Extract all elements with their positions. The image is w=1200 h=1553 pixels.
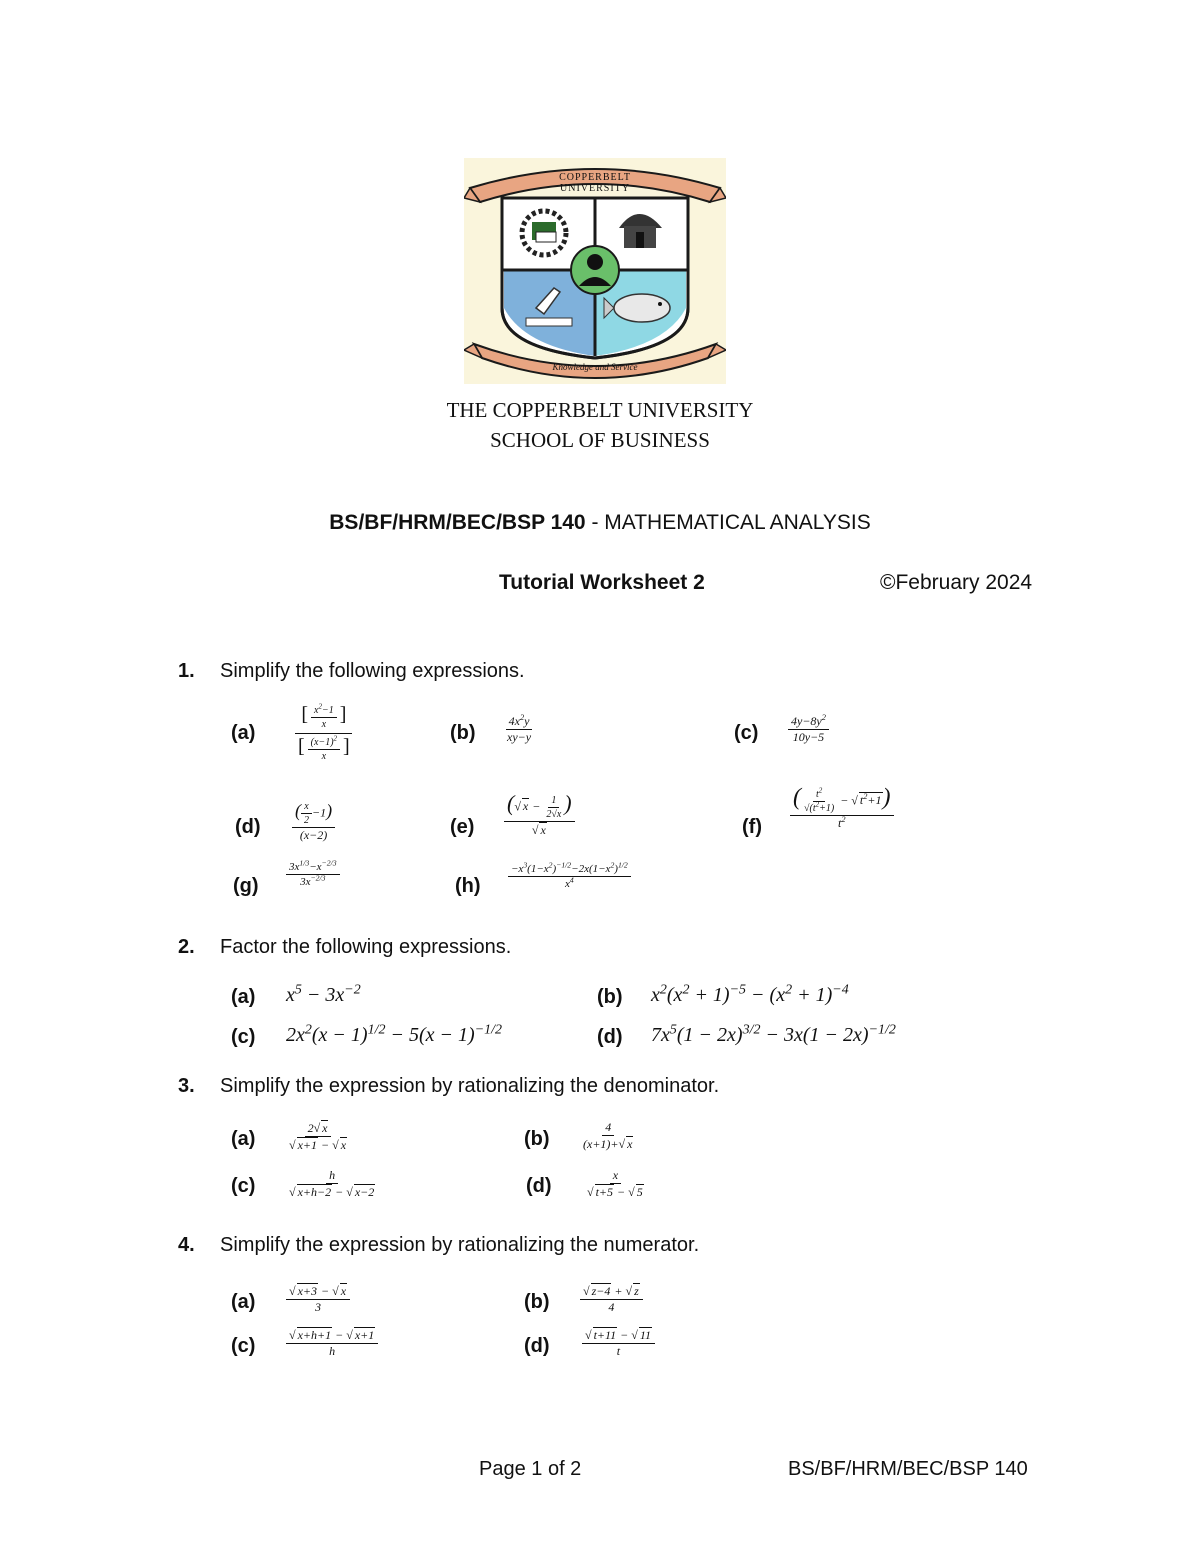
- question-2: [178, 936, 512, 959]
- logo-banner-top-text: COPPERBELT UNIVERSITY: [559, 172, 631, 194]
- q1-expression-e: (√ x − $\frac{1}{2√x}$ ) √ x: [504, 794, 575, 838]
- q3-label-c: (c): [231, 1175, 256, 1197]
- university-name: THE COPPERBELT UNIVERSITY: [446, 398, 754, 422]
- question-text: Factor the following expressions.: [220, 936, 512, 958]
- q4-expression-d: $\frac{√ t+11 - √ 11}{t}$: [582, 1327, 655, 1359]
- q4-expression-b: $\frac{√ z-4 + √ z}{4}$: [580, 1283, 643, 1315]
- logo-banner-bottom-text: Knowledge and Service: [552, 362, 638, 372]
- q3-expression-b: $\frac{4}{(x+1)+√ x}$: [583, 1120, 633, 1151]
- question-number: 2.: [178, 936, 195, 958]
- q3-expression-d: $\frac{x}{√ t+5 - √ 5}$: [587, 1168, 643, 1199]
- footer-course-code: BS/BF/HRM/BEC/BSP 140: [788, 1458, 1028, 1480]
- q1-label-g: (g): [233, 875, 259, 897]
- question-number: 1.: [178, 660, 195, 682]
- q3-expression-a: $\frac{2√ x}{√ x+1 - √ x}$: [289, 1121, 347, 1152]
- question-3: [178, 1075, 720, 1098]
- q4-label-d: (d): [524, 1335, 550, 1357]
- question-4: [178, 1234, 700, 1257]
- q1-expression-f: ( $\frac{t^2}{√(t^2+1)}$ − √ $t^2+1$) $t^2$: [790, 788, 894, 831]
- q1-label-h: (h): [455, 875, 481, 897]
- q3-label-a: (a): [231, 1128, 256, 1150]
- question-number: 3.: [178, 1075, 195, 1097]
- question-number: 4.: [178, 1234, 195, 1256]
- question-1: [178, 660, 525, 683]
- q1-label-c: (c): [734, 722, 759, 744]
- q4-label-c: (c): [231, 1335, 256, 1357]
- q1-expression-d: ( $\frac{x}{2}$ −1) (x−2): [292, 800, 335, 843]
- question-text: Simplify the expression by rationalizing the numerator.: [220, 1234, 700, 1256]
- course-heading: [0, 511, 1200, 535]
- q2-label-b: (b): [597, 986, 623, 1008]
- school-name: SCHOOL OF BUSINESS: [490, 428, 710, 452]
- q2-expression-c: $2x^2(x - 1)^{1/2} - 5(x - 1)^{-1/2}$: [286, 1022, 503, 1046]
- q2-expression-b: $x^2(x^2 + 1)^{-5} - (x^2 + 1)^{-4}$: [651, 982, 849, 1006]
- q1-label-b: (b): [450, 722, 476, 744]
- q2-label-d: (d): [597, 1026, 623, 1048]
- q1-expression-g: $\frac{3x^{1/3}-x^{-2/3}}{3x^{-2/3}}$: [286, 860, 340, 889]
- q4-label-a: (a): [231, 1291, 256, 1313]
- q1-label-a: (a): [231, 722, 256, 744]
- course-title: - MATHEMATICAL ANALYSIS: [585, 511, 871, 534]
- q1-label-f: (f): [742, 816, 762, 838]
- q1-label-e: (e): [450, 816, 475, 838]
- q1-expression-a: [ $\frac{x^2-1}{x}$ ] [ $\frac{(x-1)^2}{x}$ ]: [292, 702, 356, 765]
- question-text: Simplify the following expressions.: [220, 660, 525, 682]
- q3-label-b: (b): [524, 1128, 550, 1150]
- q2-label-c: (c): [231, 1026, 256, 1048]
- q3-label-d: (d): [526, 1175, 552, 1197]
- question-text: Simplify the expression by rationalizing the denominator.: [220, 1075, 720, 1097]
- university-logo: [464, 158, 726, 384]
- q4-expression-c: $\frac{√ x+h+1 - √ x+1}{h}$: [286, 1327, 378, 1359]
- q4-label-b: (b): [524, 1291, 550, 1313]
- worksheet-date: ©February 2024: [880, 571, 1033, 594]
- worksheet-title: Tutorial Worksheet 2: [499, 571, 705, 594]
- q2-expression-d: $7x^5(1 - 2x)^{3/2} - 3x(1 - 2x)^{-1/2}$: [651, 1022, 896, 1046]
- q1-expression-b: $\frac{4x^2y}{xy-y}$: [507, 713, 532, 744]
- course-code: BS/BF/HRM/BEC/BSP 140: [329, 511, 586, 534]
- q4-expression-a: $\frac{√ x+3 - √ x}{3}$: [286, 1283, 350, 1315]
- page-number: Page 1 of 2: [479, 1458, 582, 1480]
- q2-expression-a: $x^5 - 3x^{-2}$: [286, 982, 361, 1006]
- q1-expression-c: $\frac{4y-8y^2}{10y-5}$: [788, 714, 829, 745]
- q3-expression-c: $\frac{h}{√ x+h-2 - √ x-2}$: [289, 1168, 375, 1199]
- q2-label-a: (a): [231, 986, 256, 1008]
- q1-expression-h: $\frac{-x^3(1-x^2)^{-1/2}-2x(1-x^2)^{1/2}}{x^4}$: [508, 862, 631, 891]
- q1-label-d: (d): [235, 816, 261, 838]
